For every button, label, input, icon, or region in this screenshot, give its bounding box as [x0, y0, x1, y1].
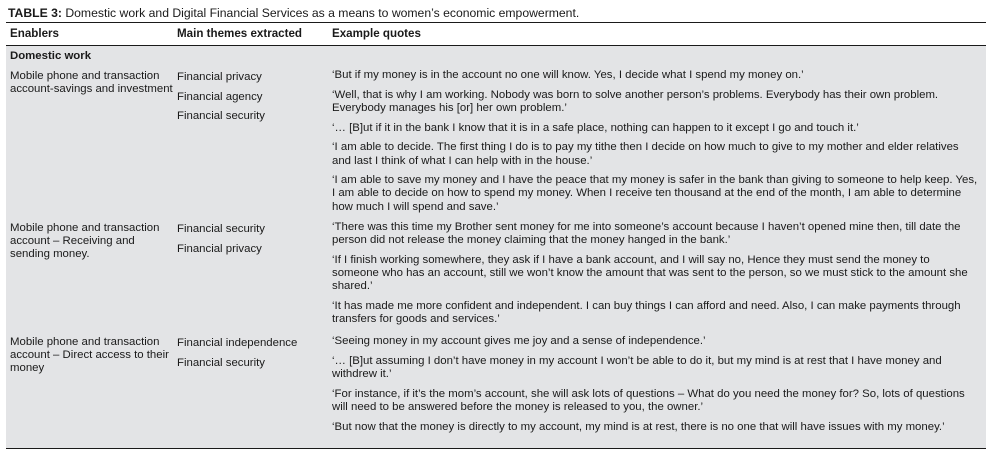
enabler-cell: Mobile phone and transaction account – Receiving and sending money.: [10, 222, 160, 261]
quote-item: ‘I am able to decide. The first thing I do is to pay my tithe then I decide on how much to give to my mother and elder relatives and last I think of what I can help with in the house.’: [332, 141, 959, 167]
header-enablers: Enablers: [10, 27, 59, 40]
table-caption: [6, 6, 986, 21]
quote-item: ‘There was this time my Brother sent money for me into someone’s account because I haven’t opened mine then, till date the person did not release the money claiming that the money hanged in the bank.’: [332, 221, 961, 247]
quote-item: ‘For instance, if it’s the mom’s account, she will ask lots of questions – What do you need the money for? So, lots of questions will need to be answered before the money is released to you, the owner.’: [332, 387, 965, 413]
quote-item: ‘… [B]ut assuming I don’t have money in my account I won’t be able to do it, but my mind is at rest that I have money and withdrew it.’: [332, 354, 942, 380]
quotes-cell: [332, 219, 986, 333]
bottom-rule: [6, 448, 986, 449]
table-row: [6, 219, 986, 333]
table-header: [6, 23, 986, 45]
themes-cell: [177, 219, 332, 333]
quote-item: ‘Well, that is why I am working. Nobody was born to solve another person’s problems. Everybody has their own problem. Everybody manages his [or] her own problem.’: [332, 88, 939, 114]
quote-item: ‘But now that the money is directly to my account, my mind is at rest, there is no one that will have issues with my money.’: [332, 420, 945, 433]
theme-item: Financial independence: [177, 337, 298, 349]
quote-item: ‘If I finish working somewhere, they ask if I have a bank account, and I will say no, Hence they must send the money to someone who has an account, still we won’t know the amount that was sent to the person, so we must stick to the amount she shared.’: [332, 253, 968, 293]
quotes-cell: [332, 333, 986, 448]
theme-item: Financial security: [177, 223, 265, 235]
quote-item: ‘It has made me more confident and independent. I can buy things I can afford and need. Also, I can make payments through transfers for goods and services.’: [332, 300, 961, 326]
enabler-cell: Mobile phone and transaction account-savings and investment: [10, 70, 173, 96]
theme-item: Financial security: [177, 110, 265, 122]
header-quotes: Example quotes: [332, 27, 421, 40]
quotes-cell: [332, 67, 986, 219]
themes-cell: [177, 67, 332, 219]
themes-cell: [177, 333, 332, 448]
theme-item: Financial agency: [177, 90, 263, 103]
caption-text: Domestic work and Digital Financial Services as a means to women’s economic empowerment.: [61, 6, 580, 20]
table-body: [6, 46, 986, 448]
quote-item: ‘I am able to save my money and I have the peace that my money is safer in the bank than giving to someone to help keep. Yes, I am able to decide on how to spend my money. When I receive ten thousand at the end of the month, I am able to determine how much I will spend and save.’: [332, 174, 978, 213]
theme-item: Financial privacy: [177, 242, 262, 255]
table-container: [6, 6, 986, 449]
quote-item: ‘But if my money is in the account no one will know. Yes, I decide what I spend my money on.’: [332, 69, 804, 81]
theme-item: Financial privacy: [177, 71, 262, 83]
theme-item: Financial security: [177, 356, 265, 369]
header-themes: Main themes extracted: [177, 27, 303, 40]
quote-item: ‘… [B]ut if it in the bank I know that it is in a safe place, nothing can happen to it except I go and touch it.’: [332, 121, 859, 134]
caption-label: TABLE 3:: [8, 6, 62, 20]
table-row: [6, 67, 986, 219]
enabler-cell: Mobile phone and transaction account – Direct access to their money: [10, 336, 169, 375]
section-heading: Domestic work: [10, 50, 92, 62]
table-row: [6, 333, 986, 448]
quote-item: ‘Seeing money in my account gives me joy and a sense of independence.’: [332, 335, 706, 347]
